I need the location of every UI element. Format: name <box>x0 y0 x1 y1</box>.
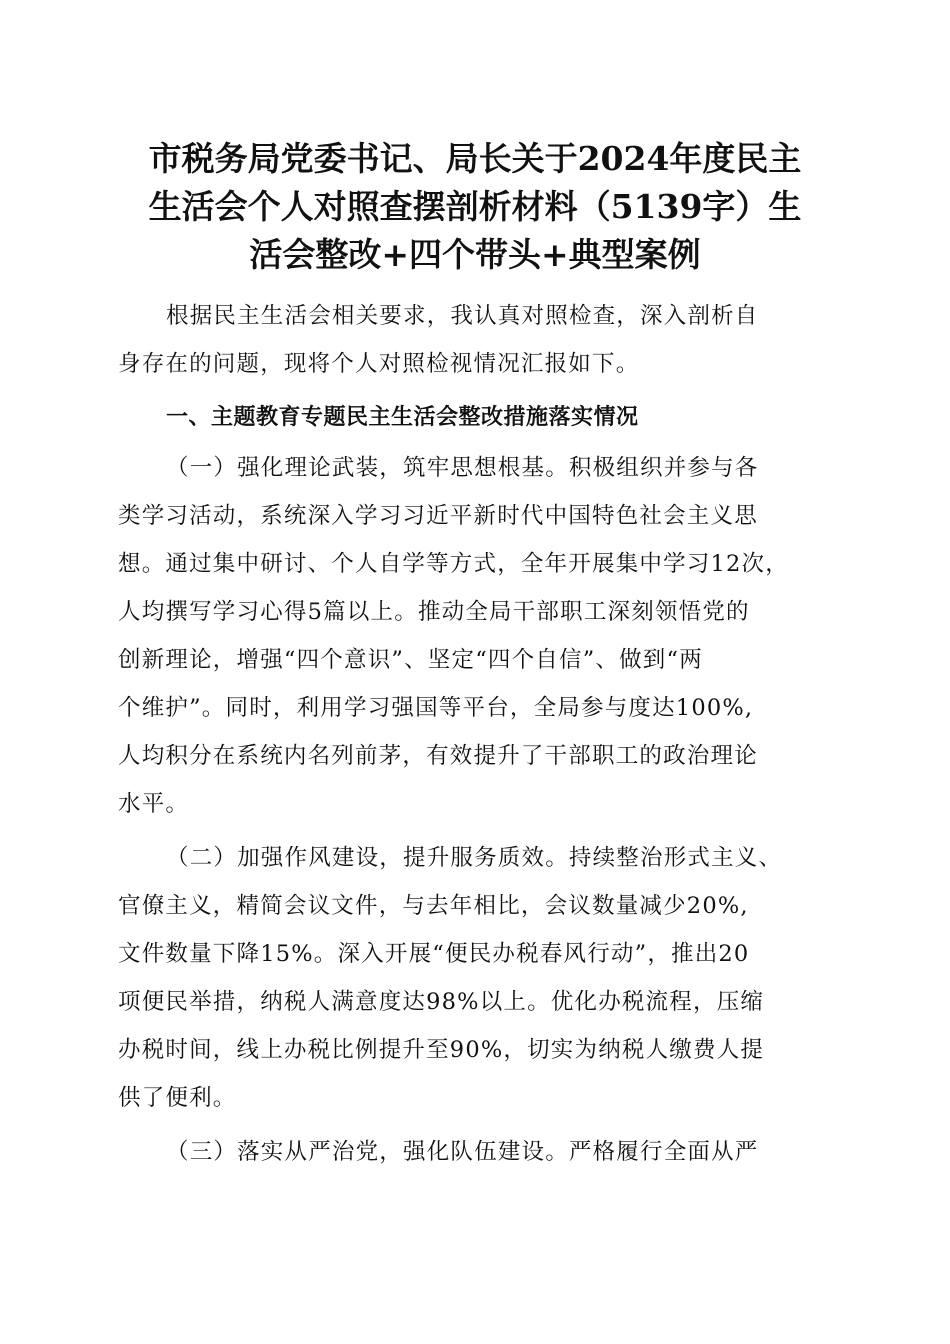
title-line-1: 市税务局党委书记、局长关于2024年度民主 <box>148 139 802 178</box>
paragraph-line: 人均撰写学习心得5篇以上。推动全局干部职工深刻领悟党的 <box>118 599 750 625</box>
paragraph-line: 人均积分在系统内名列前茅，有效提升了干部职工的政治理论 <box>118 743 758 769</box>
paragraph-line: 文件数量下降15%。深入开展“便民办税春风行动”，推出20 <box>118 941 750 967</box>
paragraph-line: 办税时间，线上办税比例提升至90%，切实为纳税人缴费人提 <box>118 1037 765 1063</box>
title-line-2: 生活会个人对照查摆剖析材料（5139字）生 <box>148 187 802 226</box>
section-heading: 一、主题教育专题民主生活会整改措施落实情况 <box>166 405 639 430</box>
paragraph-line: 水平。 <box>118 791 190 817</box>
document-body <box>118 292 830 1176</box>
paragraph-line: （一）强化理论武装，筑牢思想根基。积极组织并参与各 <box>166 455 759 481</box>
paragraph-line: （三）落实从严治党，强化队伍建设。严格履行全面从严 <box>166 1139 759 1165</box>
paragraph-line: 个维护”。同时，利用学习强国等平台，全局参与度达100%, <box>118 695 754 721</box>
paragraph-line: 供了便利。 <box>118 1085 237 1111</box>
paragraph-line: 想。通过集中研讨、个人自学等方式，全年开展集中学习12次， <box>118 551 789 577</box>
paragraph-line: （二）加强作风建设，提升服务质效。持续整治形式主义、 <box>166 845 783 871</box>
paragraph-line: 官僚主义，精简会议文件，与去年相比，会议数量减少20%, <box>118 893 749 919</box>
intro-line: 身存在的问题，现将个人对照检视情况汇报如下。 <box>118 351 640 377</box>
paragraph-line: 类学习活动，系统深入学习习近平新时代中国特色社会主义思 <box>118 503 758 529</box>
paragraph-line: 创新理论，增强“四个意识”、坚定“四个自信”、做到“两 <box>118 647 703 673</box>
paragraph-line: 项便民举措，纳税人满意度达98%以上。优化办税流程，压缩 <box>118 989 765 1015</box>
title-line-3: 活会整改+四个带头+典型案例 <box>249 235 701 274</box>
intro-line: 根据民主生活会相关要求，我认真对照检查，深入剖析自 <box>166 303 759 329</box>
document-title <box>110 135 840 279</box>
